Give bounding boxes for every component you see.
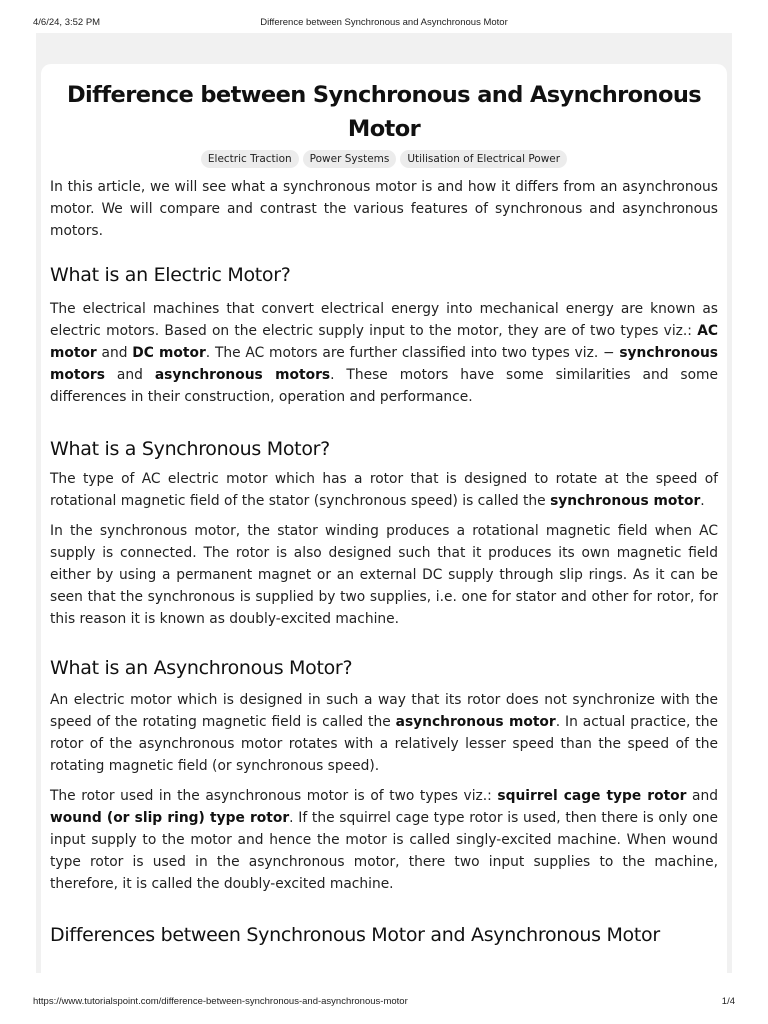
article-content (50, 78, 718, 948)
tag-list (50, 150, 718, 172)
asynchronous-paragraph-2: The rotor used in the asynchronous motor is of two types viz.: squirrel cage type rotor and wound (or slip ring) type rotor. If the squirrel cage type rotor is used, then there is only one input supply to the motor and hence the motor is called singly-excited machine. When wound type rotor is used in the asynchronous motor, there two input supplies to the machine, therefore, it is called the doubly-excited machine. (50, 788, 719, 892)
term-synchronous-motors: synchronous motors (50, 345, 718, 383)
article-title: Difference between Synchronous and Asynchronous Motor (66, 82, 702, 142)
synchronous-paragraph-2: In the synchronous motor, the stator winding produces a rotational magnetic field when AC supply is connected. The rotor is also designed such that it produces its own magnetic field either by using a permanent magnet or an external DC supply through slip rings. As it can be seen that the synchronous is supplied by two supplies, i.e. one for stator and other for rotor, for this reason it is known as doubly-excited machine. (50, 523, 718, 627)
print-url[interactable]: https://www.tutorialspoint.com/difference-between-synchronous-and-asynchronous-motor (33, 996, 408, 1007)
asynchronous-paragraph-1: An electric motor which is designed in such a way that its rotor does not synchronize with the speed of the rotating magnetic field is called the asynchronous motor. In actual practice, the rotor of the asynchronous motor rotates with a relatively lesser speed than the speed of the rotating magnetic field (or synchronous speed). (50, 692, 718, 774)
term-asynchronous-motor: asynchronous motor (395, 714, 556, 730)
article-card (41, 64, 727, 973)
intro-paragraph: In this article, we will see what a synchronous motor is and how it differs from an asynchronous motor. We will compare and contrast the various features of synchronous and asynchronous motors. (50, 179, 718, 239)
heading-asynchronous-motor: What is an Asynchronous Motor? (50, 657, 353, 679)
print-footer (33, 996, 735, 1008)
tag-utilisation-of-electrical-power[interactable]: Utilisation of Electrical Power (400, 150, 567, 168)
synchronous-paragraph-1: The type of AC electric motor which has a rotor that is designed to rotate at the speed of rotational magnetic field of the stator (synchronous speed) is called the synchronous motor. (50, 471, 718, 509)
term-dc-motor: DC motor (132, 345, 206, 361)
term-synchronous-motor: synchronous motor (550, 493, 701, 509)
term-wound-rotor: wound (or slip ring) type rotor (50, 810, 290, 826)
page-background (36, 33, 732, 973)
tag-power-systems[interactable]: Power Systems (303, 150, 397, 168)
print-header (33, 17, 735, 29)
print-datetime: 4/6/24, 3:52 PM (33, 17, 101, 28)
heading-synchronous-motor: What is a Synchronous Motor? (50, 438, 330, 460)
electric-motor-paragraph: The electrical machines that convert electrical energy into mechanical energy are known as electric motors. Based on the electric supply input to the motor, they are of two types viz.: AC motor and DC motor. The AC motors are further classified into two types viz. − synchronous motors and asynchronous motors. These motors have some similarities and some differences in their construction, operation and performance. (50, 301, 718, 405)
heading-electric-motor: What is an Electric Motor? (50, 264, 291, 286)
tag-electric-traction[interactable]: Electric Traction (201, 150, 299, 168)
term-asynchronous-motors: asynchronous motors (154, 367, 331, 383)
term-ac-motor: AC motor (50, 323, 718, 361)
term-squirrel-cage-rotor: squirrel cage type rotor (497, 788, 687, 804)
print-document-title: Difference between Synchronous and Asynchronous Motor (260, 17, 508, 28)
heading-differences: Differences between Synchronous Motor and Asynchronous Motor (50, 924, 660, 946)
print-page-number: 1/4 (721, 996, 735, 1007)
